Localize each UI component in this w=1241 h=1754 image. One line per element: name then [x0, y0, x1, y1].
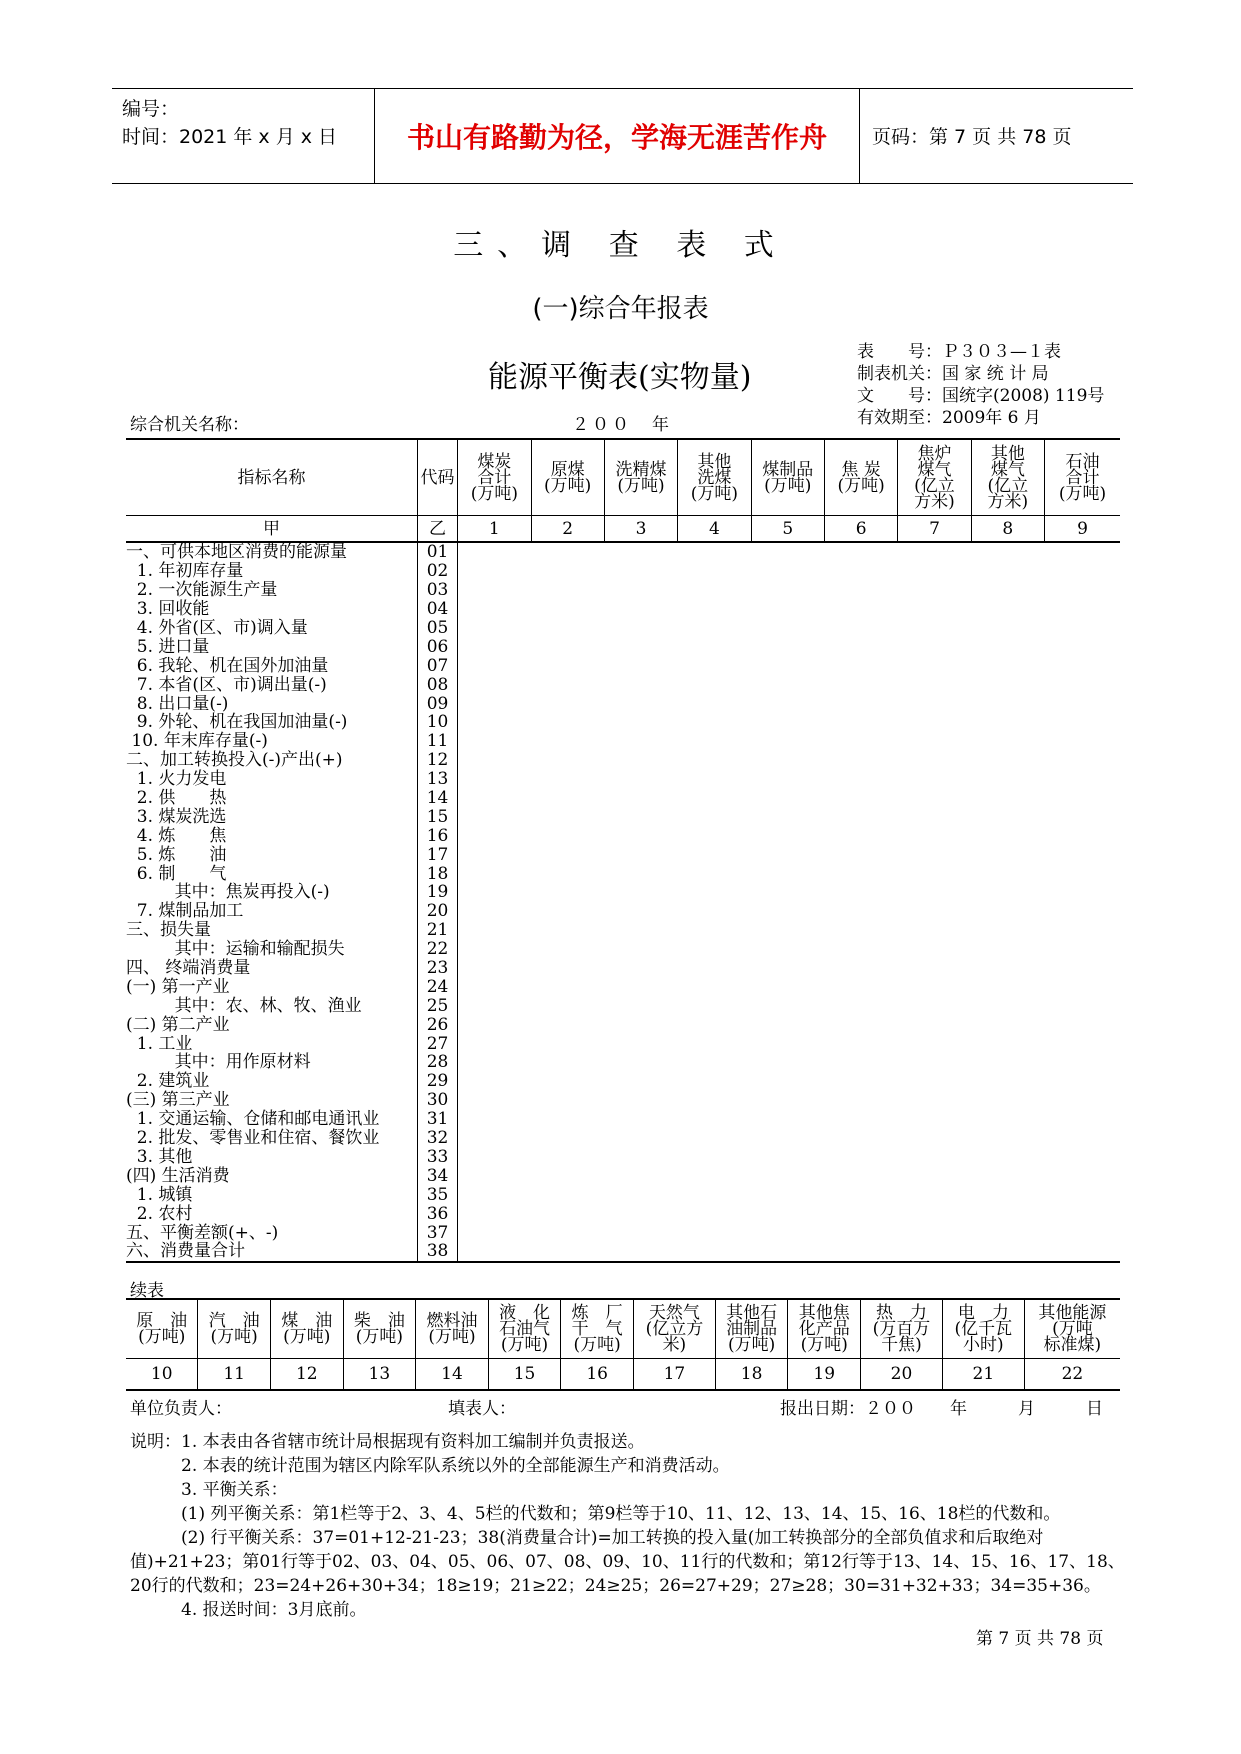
row-values-empty	[458, 1129, 1120, 1148]
column-number: 1	[458, 516, 531, 543]
note-line: 20行的代数和；23=24+26+30+34；18≥19；21≥22；24≥25；26=27+29；27≥28；30=31+32+33；34=35+36。	[130, 1576, 1101, 1596]
table-row	[126, 1166, 1120, 1185]
column-header: 指标名称	[126, 439, 417, 516]
row-code: 38	[417, 1242, 457, 1262]
row-name: (二) 第二产业	[126, 1015, 417, 1034]
continued-column-number: 12	[270, 1359, 343, 1391]
row-code: 25	[417, 996, 457, 1015]
subsection-title: (一)综合年报表	[532, 294, 709, 324]
row-name: 二、加工转换投入(-)产出(+)	[126, 751, 417, 770]
note-line: 3. 平衡关系：	[130, 1480, 288, 1500]
table-row	[126, 637, 1120, 656]
row-values-empty	[458, 1015, 1120, 1034]
continued-column-number: 17	[633, 1359, 715, 1391]
table-row	[126, 675, 1120, 694]
note-line: 说明：1. 本表由各省辖市统计局根据现有资料加工编制并负责报送。	[130, 1432, 645, 1452]
table-row	[126, 751, 1120, 770]
row-values-empty	[458, 675, 1120, 694]
row-code: 08	[417, 675, 457, 694]
row-name: 四、 终端消费量	[126, 959, 417, 978]
row-name: 其中：运输和输配损失	[126, 940, 417, 959]
row-name: 1. 火力发电	[126, 770, 417, 789]
table-row	[126, 694, 1120, 713]
row-values-empty	[458, 883, 1120, 902]
column-number: 8	[971, 516, 1044, 543]
row-code: 37	[417, 1223, 457, 1242]
responsible-label: 单位负责人：	[130, 1399, 232, 1419]
continued-table	[126, 1298, 1120, 1391]
row-name: 3. 煤炭洗选	[126, 807, 417, 826]
row-name: 2. 农村	[126, 1204, 417, 1223]
row-values-empty	[458, 807, 1120, 826]
table-row	[126, 600, 1120, 619]
row-values-empty	[458, 694, 1120, 713]
continued-column-header: 其他焦 化产品 (万吨)	[788, 1299, 861, 1359]
row-name: 一、可供本地区消费的能源量	[126, 542, 417, 562]
row-name: 六、消费量合计	[126, 1242, 417, 1262]
table-row	[126, 1204, 1120, 1223]
row-name: 1. 交通运输、仓储和邮电通讯业	[126, 1110, 417, 1129]
row-name: 1. 工业	[126, 1034, 417, 1053]
table-row	[126, 656, 1120, 675]
row-name: 7. 本省(区、市)调出量(-)	[126, 675, 417, 694]
table-row	[126, 1072, 1120, 1091]
continued-number-row	[126, 1359, 1120, 1391]
column-number: 3	[604, 516, 677, 543]
row-name: 5. 炼 油	[126, 845, 417, 864]
table-row	[126, 770, 1120, 789]
table-row	[126, 996, 1120, 1015]
row-values-empty	[458, 1053, 1120, 1072]
row-code: 06	[417, 637, 457, 656]
column-number: 乙	[417, 516, 457, 543]
table-row	[126, 619, 1120, 638]
row-code: 22	[417, 940, 457, 959]
row-code: 31	[417, 1110, 457, 1129]
table-row	[126, 864, 1120, 883]
row-name: 3. 回收能	[126, 600, 417, 619]
column-number-row	[126, 516, 1120, 543]
row-values-empty	[458, 562, 1120, 581]
row-name: 6. 我轮、机在国外加油量	[126, 656, 417, 675]
org-label: 综合机关名称：	[130, 415, 249, 435]
row-code: 04	[417, 600, 457, 619]
energy-balance-table	[126, 438, 1120, 1263]
column-number: 4	[678, 516, 751, 543]
row-name: (一) 第一产业	[126, 977, 417, 996]
row-values-empty	[458, 1166, 1120, 1185]
row-values-empty	[458, 902, 1120, 921]
table-row	[126, 1148, 1120, 1167]
row-code: 26	[417, 1015, 457, 1034]
row-code: 35	[417, 1185, 457, 1204]
column-header: 焦 炭 (万吨)	[824, 439, 897, 516]
row-values-empty	[458, 977, 1120, 996]
table-row	[126, 921, 1120, 940]
continued-column-header: 汽 油 (万吨)	[198, 1299, 271, 1359]
row-values-empty	[458, 1204, 1120, 1223]
continued-column-header: 天然气 (亿立方 米)	[633, 1299, 715, 1359]
row-name: 其中：焦炭再投入(-)	[126, 883, 417, 902]
row-name: 1. 年初库存量	[126, 562, 417, 581]
row-name: 其中：农、林、牧、渔业	[126, 996, 417, 1015]
continued-column-number: 14	[416, 1359, 489, 1391]
column-number: 9	[1045, 516, 1120, 543]
row-values-empty	[458, 732, 1120, 751]
row-code: 16	[417, 826, 457, 845]
table-row	[126, 581, 1120, 600]
header-left	[122, 95, 337, 151]
continued-column-header: 其他能源 (万吨 标准煤)	[1024, 1299, 1120, 1359]
table-row	[126, 562, 1120, 581]
row-values-empty	[458, 940, 1120, 959]
row-code: 19	[417, 883, 457, 902]
row-code: 24	[417, 977, 457, 996]
row-code: 10	[417, 713, 457, 732]
column-number: 5	[751, 516, 824, 543]
row-name: (三) 第三产业	[126, 1091, 417, 1110]
continued-column-header: 燃料油 (万吨)	[416, 1299, 489, 1359]
report-date-label: 报出日期：２００ 年 月 日	[780, 1399, 1103, 1419]
continued-column-header: 炼 厂 干 气 (万吨)	[561, 1299, 634, 1359]
table-row	[126, 1242, 1120, 1262]
continued-label: 续表	[130, 1281, 164, 1301]
continued-column-number: 13	[343, 1359, 416, 1391]
motto: 书山有路勤为径，学海无涯苦作舟	[374, 89, 860, 183]
row-code: 30	[417, 1091, 457, 1110]
row-code: 28	[417, 1053, 457, 1072]
row-name: 2. 建筑业	[126, 1072, 417, 1091]
table-row	[126, 1110, 1120, 1129]
column-number: 2	[531, 516, 604, 543]
page-header	[112, 88, 1133, 184]
table-row	[126, 807, 1120, 826]
row-code: 34	[417, 1166, 457, 1185]
note-line: 2. 本表的统计范围为辖区内除军队系统以外的全部能源生产和消费活动。	[130, 1456, 730, 1476]
row-code: 18	[417, 864, 457, 883]
continued-column-header: 柴 油 (万吨)	[343, 1299, 416, 1359]
column-header: 原煤 (万吨)	[531, 439, 604, 516]
continued-column-header: 其他石 油制品 (万吨)	[715, 1299, 788, 1359]
row-values-empty	[458, 600, 1120, 619]
table-row	[126, 1091, 1120, 1110]
row-values-empty	[458, 713, 1120, 732]
row-code: 17	[417, 845, 457, 864]
table-row	[126, 789, 1120, 808]
row-name: 9. 外轮、机在我国加油量(-)	[126, 713, 417, 732]
table-row	[126, 883, 1120, 902]
row-values-empty	[458, 1091, 1120, 1110]
row-code: 13	[417, 770, 457, 789]
row-code: 21	[417, 921, 457, 940]
continued-column-number: 10	[126, 1359, 198, 1391]
continued-column-number: 15	[488, 1359, 561, 1391]
row-values-empty	[458, 1223, 1120, 1242]
row-values-empty	[458, 637, 1120, 656]
row-name: 1. 城镇	[126, 1185, 417, 1204]
time-label: 时间：2021 年 x 月 x 日	[122, 126, 338, 148]
table-row	[126, 902, 1120, 921]
row-name: 三、损失量	[126, 921, 417, 940]
row-values-empty	[458, 1148, 1120, 1167]
table-row	[126, 1129, 1120, 1148]
form-no: 表 号：Ｐ３０３—１表	[857, 342, 1061, 362]
row-values-empty	[458, 1072, 1120, 1091]
table-row	[126, 1185, 1120, 1204]
table-row	[126, 826, 1120, 845]
row-values-empty	[458, 656, 1120, 675]
table-row	[126, 542, 1120, 562]
column-header: 其他 煤气 (亿立 方米)	[971, 439, 1044, 516]
row-code: 33	[417, 1148, 457, 1167]
row-code: 15	[417, 807, 457, 826]
continued-column-header: 煤 油 (万吨)	[270, 1299, 343, 1359]
row-code: 27	[417, 1034, 457, 1053]
row-name: 7. 煤制品加工	[126, 902, 417, 921]
row-values-empty	[458, 770, 1120, 789]
row-values-empty	[458, 1034, 1120, 1053]
row-code: 23	[417, 959, 457, 978]
row-code: 32	[417, 1129, 457, 1148]
column-header: 洗精煤 (万吨)	[604, 439, 677, 516]
continued-column-header: 液 化 石油气 (万吨)	[488, 1299, 561, 1359]
row-values-empty	[458, 996, 1120, 1015]
column-header: 焦炉 煤气 (亿立 方米)	[898, 439, 971, 516]
row-code: 07	[417, 656, 457, 675]
row-values-empty	[458, 1242, 1120, 1262]
row-name: 5. 进口量	[126, 637, 417, 656]
column-header: 煤制品 (万吨)	[751, 439, 824, 516]
row-name: 4. 炼 焦	[126, 826, 417, 845]
row-code: 05	[417, 619, 457, 638]
table-row	[126, 713, 1120, 732]
column-number: 甲	[126, 516, 417, 543]
row-code: 01	[417, 542, 457, 562]
row-code: 36	[417, 1204, 457, 1223]
row-name: 2. 一次能源生产量	[126, 581, 417, 600]
column-header: 煤炭 合计 (万吨)	[458, 439, 531, 516]
row-code: 11	[417, 732, 457, 751]
filler-label: 填表人：	[448, 1399, 516, 1419]
year-label: ２００ 年	[572, 415, 672, 435]
row-code: 03	[417, 581, 457, 600]
note-line: 值)+21+23；第01行等于02、03、04、05、06、07、08、09、10、11行的代数和；第12行等于13、14、15、16、17、18、	[130, 1552, 1125, 1572]
continued-column-number: 20	[861, 1359, 943, 1391]
note-line: 4. 报送时间：3月底前。	[130, 1600, 367, 1620]
row-code: 20	[417, 902, 457, 921]
row-code: 14	[417, 789, 457, 808]
row-name: 8. 出口量(-)	[126, 694, 417, 713]
row-values-empty	[458, 1185, 1120, 1204]
form-meta	[857, 341, 1104, 429]
table-row	[126, 1053, 1120, 1072]
row-values-empty	[458, 864, 1120, 883]
row-values-empty	[458, 751, 1120, 770]
valid-until: 有效期至：2009年 6 月	[857, 408, 1041, 428]
row-values-empty	[458, 1110, 1120, 1129]
table-title: 能源平衡表(实物量)	[488, 360, 752, 395]
row-name: 2. 供 热	[126, 789, 417, 808]
column-number: 7	[898, 516, 971, 543]
row-name: (四) 生活消费	[126, 1166, 417, 1185]
column-header: 代码	[417, 439, 457, 516]
continued-column-number: 19	[788, 1359, 861, 1391]
issuer: 制表机关：国 家 统 计 局	[857, 364, 1049, 384]
continued-column-number: 21	[942, 1359, 1024, 1391]
row-name: 6. 制 气	[126, 864, 417, 883]
continued-column-number: 11	[198, 1359, 271, 1391]
row-name: 10. 年末库存量(-)	[126, 732, 417, 751]
continued-column-number: 22	[1061, 1364, 1084, 1384]
note-line: (2) 行平衡关系：37=01+12-21-23；38(消费量合计)=加工转换的投入量(加工转换部分的全部负值求和后取绝对	[130, 1528, 1044, 1548]
row-name: 3. 其他	[126, 1148, 417, 1167]
row-code: 02	[417, 562, 457, 581]
row-code: 12	[417, 751, 457, 770]
row-name: 4. 外省(区、市)调入量	[126, 619, 417, 638]
row-values-empty	[458, 619, 1120, 638]
row-name: 其中：用作原材料	[126, 1053, 417, 1072]
continued-column-header: 电 力 (亿千瓦 小时)	[942, 1299, 1024, 1359]
row-name: 2. 批发、零售业和住宿、餐饮业	[126, 1129, 417, 1148]
serial-label: 编号：	[122, 98, 180, 120]
row-values-empty	[458, 959, 1120, 978]
continued-column-header: 热 力 (万百万 千焦)	[861, 1299, 943, 1359]
table-row	[126, 940, 1120, 959]
row-values-empty	[458, 581, 1120, 600]
column-header: 石油 合计 (万吨)	[1045, 439, 1120, 516]
doc-no: 文 号：国统字(2008) 119号	[857, 386, 1105, 406]
page-footer: 第 7 页 共 78 页	[976, 1629, 1104, 1649]
continued-header-row	[126, 1299, 1120, 1359]
page-label: 页码：第 7 页 共 78 页	[872, 126, 1072, 148]
row-values-empty	[458, 789, 1120, 808]
table-header-row	[126, 439, 1120, 516]
table-row	[126, 959, 1120, 978]
row-values-empty	[458, 921, 1120, 940]
row-values-empty	[458, 826, 1120, 845]
continued-column-header: 原 油 (万吨)	[126, 1299, 198, 1359]
note-line: (1) 列平衡关系：第1栏等于2、3、4、5栏的代数和；第9栏等于10、11、12、13、14、15、16、18栏的代数和。	[130, 1504, 1061, 1524]
table-row	[126, 1223, 1120, 1242]
table-row	[126, 977, 1120, 996]
row-code: 09	[417, 694, 457, 713]
row-name: 五、平衡差额(+、-)	[126, 1223, 417, 1242]
section-title: 三、调 查 表 式	[453, 228, 788, 263]
table-row	[126, 845, 1120, 864]
continued-column-number: 18	[715, 1359, 788, 1391]
table-row	[126, 1015, 1120, 1034]
continued-column-number: 16	[561, 1359, 634, 1391]
row-values-empty	[458, 845, 1120, 864]
row-code: 29	[417, 1072, 457, 1091]
table-row	[126, 1034, 1120, 1053]
table-row	[126, 732, 1120, 751]
row-values-empty	[458, 542, 1120, 562]
column-header: 其他 洗煤 (万吨)	[678, 439, 751, 516]
notes	[130, 1430, 1125, 1622]
column-number: 6	[824, 516, 897, 543]
